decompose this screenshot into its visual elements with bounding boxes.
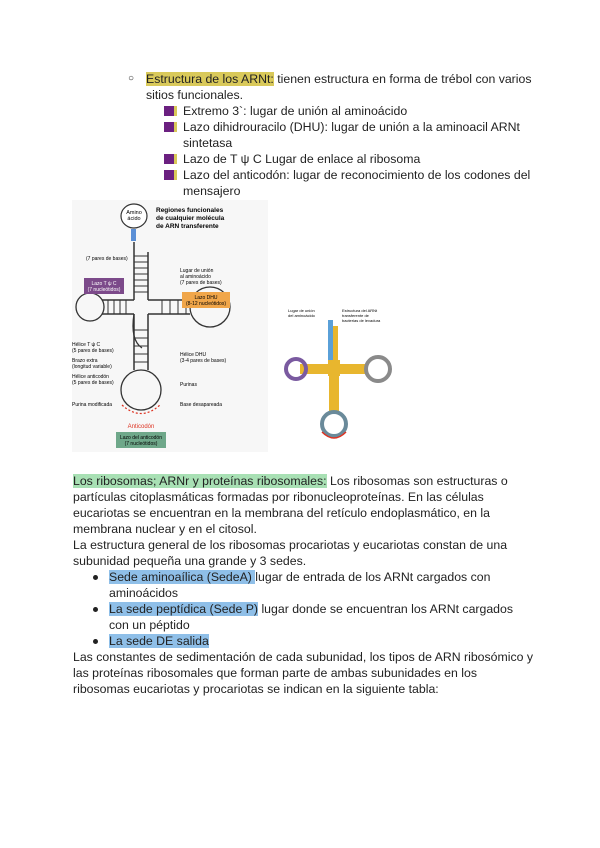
right-label-a-1: Lugar de unión <box>288 308 315 313</box>
constants-line-2: las proteínas ribosomales que forman parte de ambas subunidades en los <box>73 666 477 680</box>
ribosomes-text: Los ribosomas son estructuras o <box>326 474 508 488</box>
trna-heading-line-2: sitios funcionales. <box>146 88 244 102</box>
modified-purine-label: Purina modificada <box>72 402 113 408</box>
bullet-dot-icon <box>93 575 98 580</box>
right-label-b-3: bacterias de levadura <box>342 318 381 323</box>
helix-tpc-label-2: (5 pares de bases) <box>72 348 114 354</box>
union-label-3: (7 pares de bases) <box>180 280 222 286</box>
ribosomes-line-3: eucariotas se encuentran en la membrana del retículo endoplasmático, en la <box>73 506 490 520</box>
right-label-a-2: del aminoácido <box>288 313 315 318</box>
square-bullet-icon <box>164 106 177 116</box>
structure-line-2: subunidad pequeña una grande y 3 sedes. <box>73 554 307 568</box>
structure-line-1: La estructura general de los ribosomas procariotas y eucariotas constan de una <box>73 538 508 552</box>
site-p-highlight: La sede peptídica (Sede P) <box>109 602 259 616</box>
extra-arm-label-2: (longitud variable) <box>72 364 112 370</box>
trna-item-2: Lazo dihidrouracilo (DHU): lugar de unión a la aminoacil ARNt <box>183 120 520 134</box>
helix-dhu-label-1: Hélice DHU <box>180 352 207 358</box>
trna-colored-figure <box>284 304 396 446</box>
union-label-1: Lugar de unión <box>180 268 214 274</box>
trna-heading-line <box>146 71 532 87</box>
trna-heading-highlight: Estructura de los ARNt: <box>146 72 274 86</box>
extra-arm-label-1: Brazo extra <box>72 358 98 364</box>
site-a-text: lugar de entrada de los ARNt cargados con <box>255 570 491 584</box>
site-p-line-2: con un péptido <box>109 618 190 632</box>
union-label-2: al aminoácido <box>180 274 211 280</box>
amino-acid-label: Amino <box>126 210 142 216</box>
square-bullet-icon <box>164 170 177 180</box>
square-bullet-icon <box>164 122 177 132</box>
square-bullet-icon <box>164 154 177 164</box>
right-label-b-2: transferente de <box>342 313 369 318</box>
trna-item-4-cont: mensajero <box>183 184 241 198</box>
ribosomes-line-2: partículas citoplasmáticas formadas por ribonucleoproteínas. En las células <box>73 490 484 504</box>
tpsic-label-1: Lazo T ψ C <box>91 281 117 287</box>
site-e-line <box>109 633 209 649</box>
purines-label: Purinas <box>180 382 197 388</box>
trna-cloverleaf-figure <box>72 200 268 452</box>
ribosomes-line-1 <box>73 473 508 489</box>
constants-line-1: Las constantes de sedimentación de cada subunidad, los tipos de ARN ribosómico y <box>73 650 534 664</box>
fig-title-1: Regiones funcionales <box>156 207 224 214</box>
site-p-line <box>109 601 513 617</box>
dhu-label-2: (8-12 nucleótidos) <box>185 301 227 307</box>
antic-loop-label-1: Lazo del anticodón <box>120 435 162 441</box>
trna-item-2-cont: sintetasa <box>183 136 233 150</box>
ribosomes-highlight: Los ribosomas; ARNr y proteínas ribosomales: <box>73 474 327 488</box>
circle-bullet-icon: ○ <box>128 73 135 84</box>
fig-title-2: de cualquier molécula <box>156 215 225 222</box>
site-a-highlight: Sede aminoaílica (SedeA) <box>109 570 256 584</box>
unpaired-base-label: Base desapareada <box>180 402 222 408</box>
site-a-line-2: aminoácidos <box>109 586 179 600</box>
site-p-text: lugar donde se encuentran los ARNt cargados <box>258 602 514 616</box>
trna-heading-text: tienen estructura en forma de trébol con varios <box>273 72 532 86</box>
anticodon-label: Anticodón <box>127 424 155 430</box>
right-label-b-1: Estructura del ARNt <box>342 308 378 313</box>
bullet-dot-icon <box>93 639 98 644</box>
pairs-label: (7 pares de bases) <box>86 256 128 262</box>
constants-line-3: ribosomas eucariotas y procariotas se indican en la siguiente tabla: <box>73 682 439 696</box>
helix-antic-label-2: (5 pares de bases) <box>72 380 114 386</box>
ribosomes-line-4: membrana nuclear y en el citosol. <box>73 522 257 536</box>
site-e-highlight: La sede DE salida <box>109 634 209 648</box>
site-a-line <box>109 569 490 585</box>
bullet-dot-icon <box>93 607 98 612</box>
amino-acid-label-2: ácido <box>127 216 141 222</box>
dhu-label-1: Lazo DHU <box>194 295 218 301</box>
trna-item-4: Lazo del anticodón: lugar de reconocimiento de los codones del <box>183 168 531 182</box>
trna-item-1: Extremo 3`: lugar de unión al aminoácido <box>183 104 408 118</box>
antic-loop-label-2: (7 nucleótidos) <box>124 441 158 447</box>
helix-tpc-label-1: Hélice T ψ C <box>72 342 101 348</box>
trna-item-3: Lazo de T ψ C Lugar de enlace al ribosoma <box>183 152 421 166</box>
fig-title-3: de ARN transferente <box>156 223 219 230</box>
helix-antic-label-1: Hélice anticodón <box>72 374 109 380</box>
tpsic-label-2: (7 nucleótidos) <box>87 287 121 293</box>
helix-dhu-label-2: (3-4 pares de bases) <box>180 358 227 364</box>
